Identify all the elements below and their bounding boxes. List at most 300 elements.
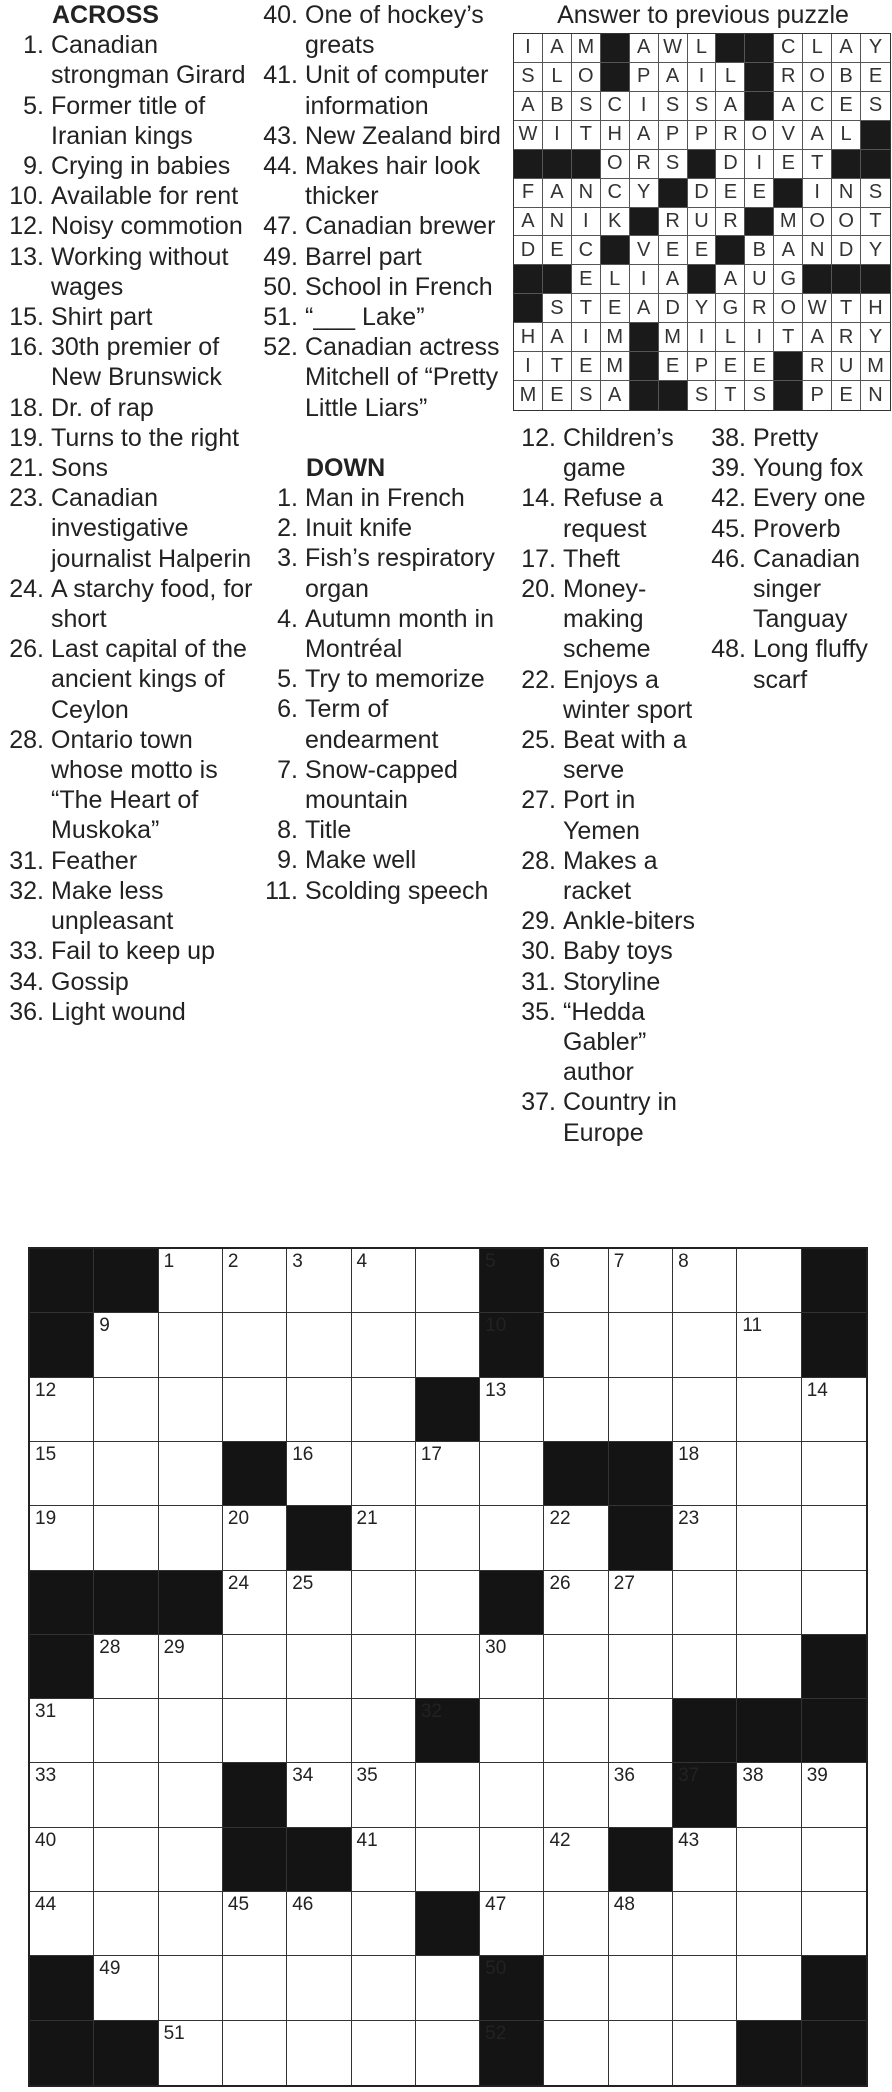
previous-letter-cell: A: [601, 381, 630, 410]
black-square: [94, 1249, 158, 1313]
clue-number: 36.: [9, 997, 44, 1026]
answer-cell[interactable]: [802, 1828, 866, 1892]
answer-cell[interactable]: [223, 1635, 287, 1699]
answer-cell[interactable]: [673, 1378, 737, 1442]
clue-number: 29.: [521, 907, 556, 936]
answer-cell[interactable]: [416, 2021, 480, 2085]
answer-cell[interactable]: [223, 1313, 287, 1377]
cell-number: 41: [356, 1829, 378, 1851]
previous-letter-cell: E: [861, 63, 890, 92]
answer-cell[interactable]: [159, 1378, 223, 1442]
answer-cell[interactable]: [673, 1442, 737, 1506]
answer-cell[interactable]: [223, 1506, 287, 1570]
cell-number: 24: [227, 1572, 250, 1594]
previous-letter-cell: O: [572, 63, 601, 92]
previous-black-cell: [774, 179, 803, 208]
answer-cell[interactable]: [609, 1249, 673, 1313]
cell-number: 46: [292, 1894, 314, 1916]
black-square: [30, 1956, 94, 2020]
previous-black-cell: [543, 150, 572, 179]
answer-cell[interactable]: [287, 1313, 351, 1377]
previous-letter-cell: N: [572, 179, 601, 208]
previous-black-cell: [514, 294, 543, 323]
previous-letter-cell: P: [630, 63, 659, 92]
answer-cell[interactable]: [352, 1442, 416, 1506]
previous-letter-cell: N: [868, 384, 883, 407]
clue-number: 10.: [9, 182, 44, 211]
answer-cell[interactable]: [94, 1506, 158, 1570]
previous-black-cell: [630, 381, 659, 410]
answer-cell[interactable]: [609, 1699, 673, 1763]
answer-cell[interactable]: [159, 1249, 223, 1313]
previous-letter-cell: R: [832, 323, 861, 352]
clue-item: [0, 181, 255, 211]
previous-letter-cell: A: [630, 294, 659, 323]
answer-cell[interactable]: [159, 1956, 223, 2020]
answer-cell[interactable]: [159, 1506, 223, 1570]
answer-cell[interactable]: [544, 1571, 608, 1635]
answer-cell[interactable]: [416, 1506, 480, 1570]
previous-letter-cell: B: [543, 92, 572, 121]
previous-black-cell: [774, 381, 803, 410]
clue-text: Canadian brewer: [305, 212, 496, 241]
answer-cell[interactable]: [287, 1763, 351, 1827]
answer-cell[interactable]: [544, 1828, 608, 1892]
black-square: [480, 1313, 544, 1377]
clue-item: [255, 0, 503, 60]
previous-letter-cell: M: [659, 323, 688, 352]
clue-item: [0, 30, 255, 90]
clue-item: [0, 876, 255, 936]
clue-item: [0, 967, 255, 997]
previous-letter-cell: H: [861, 294, 890, 323]
answer-cell[interactable]: [287, 1635, 351, 1699]
previous-letter-cell: S: [745, 381, 774, 410]
answer-cell[interactable]: [30, 1506, 94, 1570]
black-square: [480, 1571, 544, 1635]
answer-cell[interactable]: [94, 1313, 158, 1377]
answer-cell[interactable]: [287, 1571, 351, 1635]
previous-letter-cell: E: [543, 381, 572, 410]
answer-cell[interactable]: [287, 1699, 351, 1763]
answer-cell[interactable]: [94, 1892, 158, 1956]
clue-text: Shirt part: [51, 303, 153, 332]
answer-cell[interactable]: [352, 1506, 416, 1570]
cell-number: 17: [420, 1443, 442, 1465]
clue-number: 11.: [265, 876, 298, 905]
clue-text: Baby toys: [563, 937, 673, 966]
answer-cell[interactable]: [94, 1635, 158, 1699]
clue-item: [512, 785, 699, 845]
answer-cell[interactable]: [609, 1571, 673, 1635]
previous-letter-cell: V: [630, 236, 659, 265]
answer-cell[interactable]: [802, 1378, 866, 1442]
answer-cell[interactable]: [544, 2021, 608, 2085]
previous-letter-cell: A: [543, 179, 572, 208]
answer-cell[interactable]: [416, 1249, 480, 1313]
answer-cell[interactable]: [480, 1828, 544, 1892]
cell-number: 21: [356, 1508, 378, 1530]
previous-black-cell: [745, 208, 774, 237]
answer-cell[interactable]: [223, 1892, 287, 1956]
previous-letter-cell: L: [543, 63, 572, 92]
black-square: [673, 1763, 737, 1827]
clue-text: “___ Lake”: [305, 303, 425, 332]
answer-cell[interactable]: [352, 1635, 416, 1699]
previous-black-cell: [543, 265, 572, 294]
answer-cell[interactable]: [609, 1956, 673, 2020]
clue-number: 8.: [277, 816, 298, 845]
previous-letter-cell: B: [745, 236, 774, 265]
clue-number: 26.: [9, 635, 44, 664]
clue-number: 6.: [277, 695, 298, 724]
previous-letter-cell: T: [774, 323, 803, 352]
answer-cell[interactable]: [287, 1442, 351, 1506]
clue-item: [0, 936, 255, 966]
answer-cell[interactable]: [544, 1378, 608, 1442]
answer-cell[interactable]: [159, 2021, 223, 2085]
answer-cell[interactable]: [544, 1249, 608, 1313]
answer-cell[interactable]: [544, 1506, 608, 1570]
previous-letter-cell: K: [601, 208, 630, 237]
answer-cell[interactable]: [94, 1378, 158, 1442]
answer-cell[interactable]: [287, 2021, 351, 2085]
previous-letter-cell: S: [688, 381, 717, 410]
previous-letter-cell: Y: [861, 236, 890, 265]
clue-item: [512, 423, 699, 483]
previous-black-cell: [716, 34, 745, 63]
answer-cell[interactable]: [30, 1699, 94, 1763]
answer-cell[interactable]: [287, 1892, 351, 1956]
clue-text: Gossip: [51, 967, 129, 996]
answer-cell[interactable]: [94, 1956, 158, 2020]
clue-text: Canadian singer Tanguay: [753, 544, 861, 634]
black-square: [94, 1571, 158, 1635]
previous-letter-cell: I: [543, 121, 572, 150]
answer-cell[interactable]: [352, 2021, 416, 2085]
answer-cell[interactable]: [352, 1763, 416, 1827]
answer-cell[interactable]: [30, 1763, 94, 1827]
clue-item: [255, 815, 503, 845]
black-square: [544, 1442, 608, 1506]
answer-cell[interactable]: [737, 1506, 801, 1570]
answer-cell[interactable]: [30, 1828, 94, 1892]
clue-text: Canadian strongman Girard: [51, 31, 246, 90]
previous-black-cell: [601, 236, 630, 265]
answer-cell[interactable]: [480, 1892, 544, 1956]
black-square: [480, 1956, 544, 2020]
clue-number: 19.: [9, 423, 44, 452]
previous-letter-cell: D: [688, 179, 717, 208]
answer-cell[interactable]: [737, 1892, 801, 1956]
previous-black-cell: [745, 63, 774, 92]
cell-number: 6: [549, 1251, 561, 1272]
clue-number: 31.: [521, 967, 556, 996]
previous-black-cell: [688, 150, 717, 179]
previous-letter-cell: H: [514, 323, 543, 352]
answer-cell[interactable]: [480, 1506, 544, 1570]
cell-number: 50: [485, 1958, 507, 1980]
answer-cell[interactable]: [544, 1892, 608, 1956]
clue-number: 32.: [9, 876, 44, 905]
answer-cell[interactable]: [802, 1892, 866, 1956]
answer-cell[interactable]: [352, 1699, 416, 1763]
clue-item: [255, 876, 503, 906]
answer-cell[interactable]: [223, 2021, 287, 2085]
clue-text: Title: [305, 816, 352, 845]
answer-cell[interactable]: [737, 1571, 801, 1635]
clue-item: [0, 634, 255, 725]
answer-cell[interactable]: [480, 1635, 544, 1699]
clue-item: [255, 242, 503, 272]
clue-item: [512, 544, 699, 574]
clue-text: Fish’s respiratory organ: [305, 544, 495, 603]
clue-item: [512, 665, 699, 725]
previous-letter-cell: R: [630, 150, 659, 179]
previous-letter-cell: A: [659, 63, 688, 92]
clue-number: 52.: [263, 333, 298, 362]
answer-cell[interactable]: [609, 1892, 673, 1956]
answer-cell[interactable]: [159, 1442, 223, 1506]
answer-cell[interactable]: [352, 1378, 416, 1442]
answer-cell[interactable]: [159, 1892, 223, 1956]
previous-letter-cell: E: [716, 352, 745, 381]
clue-number: 42.: [711, 484, 746, 513]
previous-black-cell: [601, 63, 630, 92]
black-square: [30, 2021, 94, 2085]
black-square: [609, 1828, 673, 1892]
answer-cell[interactable]: [673, 1635, 737, 1699]
answer-cell[interactable]: [544, 1956, 608, 2020]
cell-number: 7: [613, 1251, 625, 1272]
answer-cell[interactable]: [223, 1956, 287, 2020]
clue-text: Port in Yemen: [563, 786, 640, 845]
answer-cell[interactable]: [802, 1571, 866, 1635]
answer-cell[interactable]: [544, 1699, 608, 1763]
clue-item: [512, 846, 699, 906]
answer-cell[interactable]: [223, 1699, 287, 1763]
answer-cell[interactable]: [609, 1378, 673, 1442]
previous-letter-cell: F: [514, 179, 543, 208]
previous-letter-cell: I: [514, 352, 543, 381]
answer-cell[interactable]: [609, 1635, 673, 1699]
previous-letter-cell: P: [688, 121, 717, 150]
clue-number: 16.: [9, 333, 44, 362]
answer-cell[interactable]: [737, 1956, 801, 2020]
answer-cell[interactable]: [352, 1956, 416, 2020]
clue-number: 20.: [521, 575, 556, 604]
previous-letter-cell: I: [688, 323, 717, 352]
answer-cell[interactable]: [673, 1506, 737, 1570]
previous-letter-cell: A: [716, 92, 745, 121]
previous-letter-cell: R: [745, 294, 774, 323]
previous-letter-cell: A: [659, 265, 688, 294]
clue-text: Make less unpleasant: [51, 876, 174, 936]
answer-cell[interactable]: [416, 1313, 480, 1377]
answer-cell[interactable]: [287, 1378, 351, 1442]
answer-cell[interactable]: [159, 1699, 223, 1763]
answer-cell[interactable]: [416, 1571, 480, 1635]
black-square: [30, 1571, 94, 1635]
previous-letter-cell: L: [716, 323, 745, 352]
previous-letter-cell: Y: [688, 294, 717, 323]
clue-text: Barrel part: [305, 242, 422, 271]
previous-letter-cell: S: [659, 150, 688, 179]
previous-letter-cell: Y: [861, 34, 890, 63]
previous-answer-grid: [513, 33, 891, 411]
answer-cell[interactable]: [737, 1763, 801, 1827]
clue-text: Turns to the right: [51, 423, 240, 452]
answer-cell[interactable]: [673, 1313, 737, 1377]
previous-letter-cell: R: [716, 121, 745, 150]
black-square: [802, 1249, 866, 1313]
answer-cell[interactable]: [737, 1442, 801, 1506]
clue-text: Theft: [563, 544, 620, 573]
answer-cell[interactable]: [287, 1249, 351, 1313]
answer-cell[interactable]: [673, 1892, 737, 1956]
answer-cell[interactable]: [480, 1442, 544, 1506]
cell-number: 27: [613, 1572, 635, 1594]
cell-number: 37: [678, 1765, 700, 1787]
cell-number: 36: [613, 1765, 635, 1787]
answer-cell[interactable]: [94, 1828, 158, 1892]
answer-cell[interactable]: [673, 1828, 737, 1892]
answer-cell[interactable]: [737, 1635, 801, 1699]
clue-text: Beat with a serve: [563, 726, 687, 785]
answer-cell[interactable]: [480, 1763, 544, 1827]
cell-number: 19: [35, 1508, 57, 1530]
previous-letter-cell: A: [774, 236, 803, 265]
answer-cell[interactable]: [673, 1249, 737, 1313]
previous-letter-cell: I: [745, 150, 774, 179]
clue-number: 40.: [263, 1, 298, 29]
answer-cell[interactable]: [30, 1892, 94, 1956]
black-square: [416, 1699, 480, 1763]
previous-black-cell: [630, 208, 659, 237]
answer-cell[interactable]: [802, 1506, 866, 1570]
answer-cell[interactable]: [416, 1442, 480, 1506]
clue-number: 43.: [263, 121, 298, 150]
cell-number: 38: [742, 1765, 764, 1787]
answer-cell[interactable]: [352, 1313, 416, 1377]
answer-cell[interactable]: [352, 1571, 416, 1635]
black-square: [223, 1442, 287, 1506]
answer-cell[interactable]: [737, 1828, 801, 1892]
answer-cell[interactable]: [159, 1828, 223, 1892]
clue-number: 28.: [9, 725, 44, 754]
previous-answer-title: Answer to previous puzzle: [557, 1, 849, 29]
answer-cell[interactable]: [287, 1956, 351, 2020]
previous-letter-cell: R: [803, 352, 832, 381]
answer-cell[interactable]: [544, 1763, 608, 1827]
answer-cell[interactable]: [159, 1635, 223, 1699]
answer-cell[interactable]: [609, 2021, 673, 2085]
cell-number: 29: [163, 1636, 185, 1658]
cell-number: 44: [35, 1894, 57, 1916]
answer-cell[interactable]: [94, 1699, 158, 1763]
clue-text: Makes a racket: [563, 846, 658, 906]
answer-cell[interactable]: [416, 1635, 480, 1699]
clue-text: One of hockey’s greats: [305, 1, 484, 60]
previous-letter-cell: V: [774, 121, 803, 150]
answer-cell[interactable]: [352, 1892, 416, 1956]
previous-letter-cell: W: [803, 294, 832, 323]
answer-cell[interactable]: [737, 1313, 801, 1377]
previous-letter-cell: D: [659, 294, 688, 323]
clue-item: [0, 483, 255, 574]
answer-cell[interactable]: [737, 1378, 801, 1442]
previous-letter-cell: C: [601, 179, 630, 208]
answer-cell[interactable]: [223, 1249, 287, 1313]
answer-cell[interactable]: [416, 1828, 480, 1892]
answer-cell[interactable]: [159, 1763, 223, 1827]
clue-text: Snow-capped mountain: [305, 755, 458, 815]
answer-cell[interactable]: [94, 1763, 158, 1827]
previous-letter-cell: E: [832, 92, 861, 121]
previous-letter-cell: S: [572, 92, 601, 121]
clue-item: [512, 574, 699, 665]
previous-letter-cell: M: [601, 352, 630, 381]
clue-item: [255, 211, 503, 241]
answer-cell[interactable]: [673, 1571, 737, 1635]
answer-cell[interactable]: [94, 1442, 158, 1506]
answer-cell[interactable]: [544, 1313, 608, 1377]
answer-cell[interactable]: [223, 1571, 287, 1635]
previous-letter-cell: L: [716, 63, 745, 92]
answer-cell[interactable]: [352, 1249, 416, 1313]
answer-cell[interactable]: [159, 1313, 223, 1377]
previous-letter-cell: N: [832, 179, 861, 208]
clue-item: [512, 967, 699, 997]
answer-cell[interactable]: [480, 1378, 544, 1442]
down-column-4: [700, 423, 892, 695]
answer-cell[interactable]: [30, 1378, 94, 1442]
previous-black-cell: [716, 236, 745, 265]
clue-text: “Hedda Gabler” author: [563, 997, 647, 1087]
clue-number: 48.: [711, 635, 746, 664]
previous-letter-cell: T: [543, 352, 572, 381]
clues-column-2: [255, 0, 503, 906]
answer-cell[interactable]: [416, 1763, 480, 1827]
answer-cell[interactable]: [673, 1956, 737, 2020]
clue-item: [0, 242, 255, 302]
cell-number: 12: [35, 1379, 57, 1401]
answer-cell[interactable]: [802, 1442, 866, 1506]
clue-item: [512, 1087, 699, 1147]
answer-cell[interactable]: [544, 1635, 608, 1699]
clue-text: 30th premier of New Brunswick: [51, 333, 222, 392]
clue-text: Unit of computer information: [305, 61, 489, 120]
cell-number: 3: [292, 1251, 303, 1272]
answer-cell[interactable]: [802, 1763, 866, 1827]
previous-letter-cell: A: [803, 323, 832, 352]
answer-cell[interactable]: [416, 1956, 480, 2020]
clue-number: 21.: [9, 454, 44, 483]
previous-letter-cell: C: [774, 34, 803, 63]
clue-text: Proverb: [753, 514, 841, 543]
answer-cell[interactable]: [352, 1828, 416, 1892]
answer-cell[interactable]: [480, 1699, 544, 1763]
answer-cell[interactable]: [30, 1442, 94, 1506]
previous-black-cell: [832, 150, 861, 179]
answer-cell[interactable]: [609, 1313, 673, 1377]
across-clue-list-1: [0, 30, 255, 1027]
answer-cell[interactable]: [673, 2021, 737, 2085]
answer-cell[interactable]: [737, 1249, 801, 1313]
answer-cell[interactable]: [223, 1378, 287, 1442]
previous-letter-cell: I: [745, 323, 774, 352]
answer-cell[interactable]: [609, 1763, 673, 1827]
